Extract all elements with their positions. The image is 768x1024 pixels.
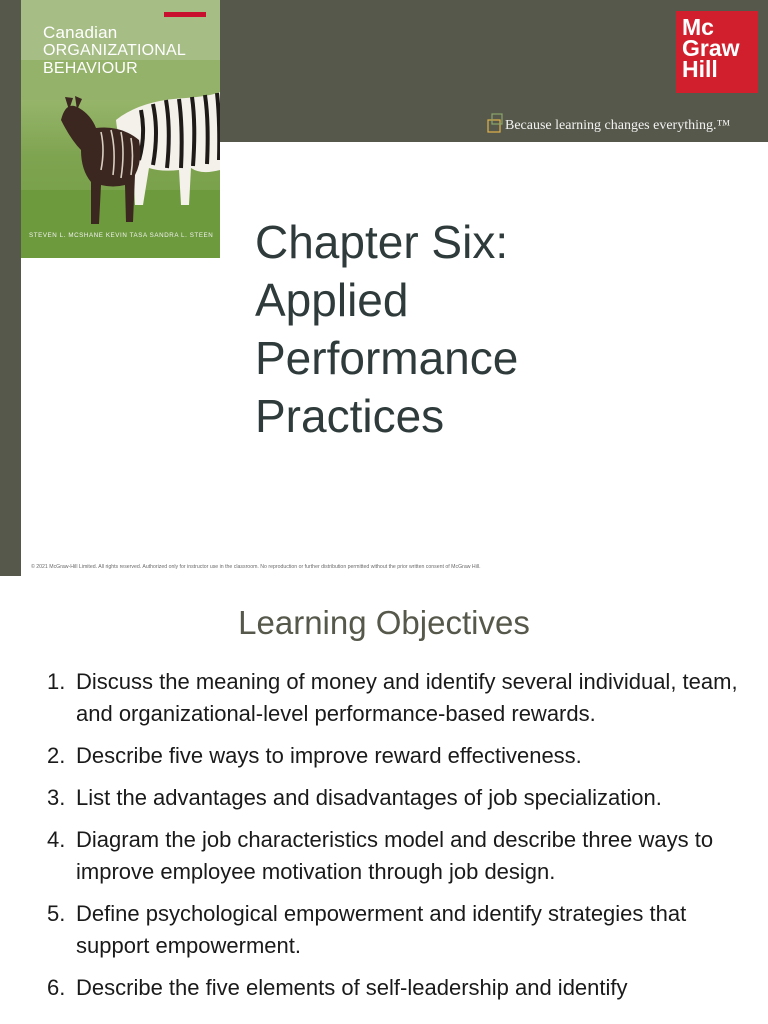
logo-line2: Graw	[682, 35, 740, 61]
item-text: Describe the five elements of self-leadership and identify	[76, 975, 628, 1000]
cover-title	[43, 24, 220, 78]
logo-line3: Hill	[682, 56, 718, 82]
item-text: Diagram the job characteristics model and describe three ways to improve employee motivation through job design.	[76, 827, 714, 884]
tagline: Because learning changes everything.™	[505, 118, 731, 133]
item-text: Define psychological empowerment and identify strategies that support empowerment.	[76, 901, 687, 958]
logo-line1: Mc	[682, 14, 714, 40]
item-text: Discuss the meaning of money and identify several individual, team, and organizational-level performance-based rewards.	[76, 669, 738, 726]
item-number: 5.	[47, 901, 66, 926]
item-text: List the advantages and disadvantages of job specialization.	[76, 785, 662, 810]
chapter-title-line4: Practices	[255, 390, 445, 442]
list-item	[47, 740, 747, 772]
list-item	[47, 782, 747, 814]
chapter-title-line3: Performance	[255, 332, 519, 384]
item-text: Describe five ways to improve reward effectiveness.	[76, 743, 582, 768]
cover-title-line3: BEHAVIOUR	[43, 60, 138, 77]
mcgraw-hill-logo	[676, 11, 758, 93]
chapter-title-line1: Chapter Six:	[255, 216, 509, 268]
edition-badge	[164, 12, 206, 17]
tagline-bracket-icon	[487, 113, 505, 135]
list-item	[47, 898, 747, 962]
cover-title-line2: ORGANIZATIONAL	[43, 42, 186, 59]
copyright-notice: © 2021 McGraw-Hill Limited. All rights reserved. Authorized only for instructor use in the classroom. No reproduction or further distribution permitted without the prior written consent of McGraw Hill.	[31, 564, 481, 570]
learning-objectives-slide	[0, 576, 768, 1024]
list-item	[47, 824, 747, 888]
cover-title-line1: Canadian	[43, 23, 118, 42]
objectives-list	[47, 666, 747, 1014]
cover-authors: STEVEN L. MCSHANE KEVIN TASA SANDRA L. STEEN	[29, 232, 214, 239]
item-number: 2.	[47, 743, 66, 768]
item-number: 4.	[47, 827, 66, 852]
chapter-title-line2: Applied	[255, 274, 409, 326]
item-number: 1.	[47, 669, 66, 694]
book-cover-image	[21, 0, 220, 258]
item-number: 6.	[47, 975, 66, 1000]
item-number: 3.	[47, 785, 66, 810]
list-item	[47, 666, 747, 730]
chapter-title	[255, 213, 735, 445]
slide-heading: Learning Objectives	[238, 604, 530, 641]
list-item	[47, 972, 747, 1004]
left-rail	[0, 0, 21, 576]
